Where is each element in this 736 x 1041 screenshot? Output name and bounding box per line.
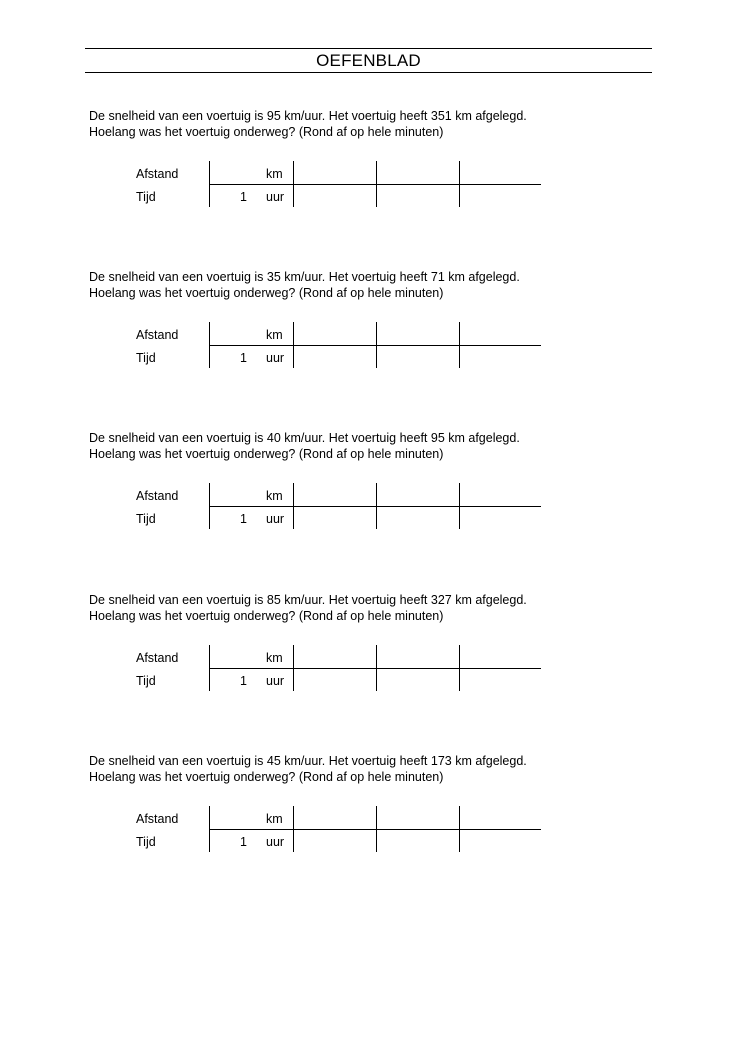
time-value: 1 (240, 835, 247, 849)
unit-km: km (266, 651, 283, 665)
table-column-line (459, 161, 460, 207)
row-label-time: Tijd (136, 835, 156, 849)
exercise-question (89, 754, 527, 785)
unit-km: km (266, 167, 283, 181)
question-line-2: Hoelang was het voertuig onderweg? (Rond af op hele minuten) (89, 285, 444, 300)
time-value: 1 (240, 190, 247, 204)
row-label-distance: Afstand (136, 328, 179, 342)
row-label-distance: Afstand (136, 489, 179, 503)
ratio-table (0, 161, 736, 209)
table-column-line (293, 322, 294, 368)
unit-hour: uur (266, 190, 285, 204)
unit-km: km (266, 812, 283, 826)
row-label-time: Tijd (136, 190, 156, 204)
exercise-1 (0, 109, 736, 269)
row-label-time: Tijd (136, 351, 156, 365)
question-line-2: Hoelang was het voertuig onderweg? (Rond af op hele minuten) (89, 608, 444, 623)
unit-hour: uur (266, 835, 285, 849)
table-column-line (376, 161, 377, 207)
table-column-line (293, 645, 294, 691)
ratio-table (0, 806, 736, 854)
question-line-1: De snelheid van een voertuig is 35 km/uur. Het voertuig heeft 71 km afgelegd. (89, 270, 520, 284)
unit-km: km (266, 328, 283, 342)
table-column-line (209, 483, 210, 529)
question-line-1: De snelheid van een voertuig is 85 km/uur. Het voertuig heeft 327 km afgelegd. (89, 593, 527, 607)
table-column-line (376, 645, 377, 691)
page-title: OEFENBLAD (316, 51, 421, 70)
table-column-line (459, 645, 460, 691)
exercise-question (89, 593, 527, 624)
question-line-2: Hoelang was het voertuig onderweg? (Rond af op hele minuten) (89, 769, 444, 784)
question-line-1: De snelheid van een voertuig is 95 km/uur. Het voertuig heeft 351 km afgelegd. (89, 109, 527, 123)
table-column-line (293, 161, 294, 207)
question-line-2: Hoelang was het voertuig onderweg? (Rond af op hele minuten) (89, 446, 444, 461)
table-column-line (209, 161, 210, 207)
exercise-question (89, 270, 520, 301)
exercise-3 (0, 431, 736, 591)
row-label-distance: Afstand (136, 167, 179, 181)
row-label-distance: Afstand (136, 812, 179, 826)
row-label-distance: Afstand (136, 651, 179, 665)
unit-km: km (266, 489, 283, 503)
ratio-table (0, 483, 736, 531)
table-column-line (459, 483, 460, 529)
table-column-line (209, 806, 210, 852)
table-column-line (459, 806, 460, 852)
time-value: 1 (240, 512, 247, 526)
question-line-2: Hoelang was het voertuig onderweg? (Rond af op hele minuten) (89, 124, 444, 139)
table-column-line (376, 806, 377, 852)
question-line-1: De snelheid van een voertuig is 45 km/uur. Het voertuig heeft 173 km afgelegd. (89, 754, 527, 768)
table-column-line (209, 645, 210, 691)
unit-hour: uur (266, 674, 285, 688)
table-column-line (209, 322, 210, 368)
time-value: 1 (240, 351, 247, 365)
ratio-table (0, 645, 736, 693)
time-value: 1 (240, 674, 247, 688)
exercise-question (89, 431, 520, 462)
row-label-time: Tijd (136, 512, 156, 526)
exercise-2 (0, 270, 736, 430)
exercise-4 (0, 593, 736, 753)
unit-hour: uur (266, 351, 285, 365)
exercise-5 (0, 754, 736, 914)
row-label-time: Tijd (136, 674, 156, 688)
table-column-line (376, 483, 377, 529)
ratio-table (0, 322, 736, 370)
exercise-question (89, 109, 527, 140)
table-column-line (376, 322, 377, 368)
question-line-1: De snelheid van een voertuig is 40 km/uur. Het voertuig heeft 95 km afgelegd. (89, 431, 520, 445)
worksheet-header (85, 48, 652, 73)
table-column-line (293, 483, 294, 529)
table-column-line (293, 806, 294, 852)
unit-hour: uur (266, 512, 285, 526)
table-column-line (459, 322, 460, 368)
